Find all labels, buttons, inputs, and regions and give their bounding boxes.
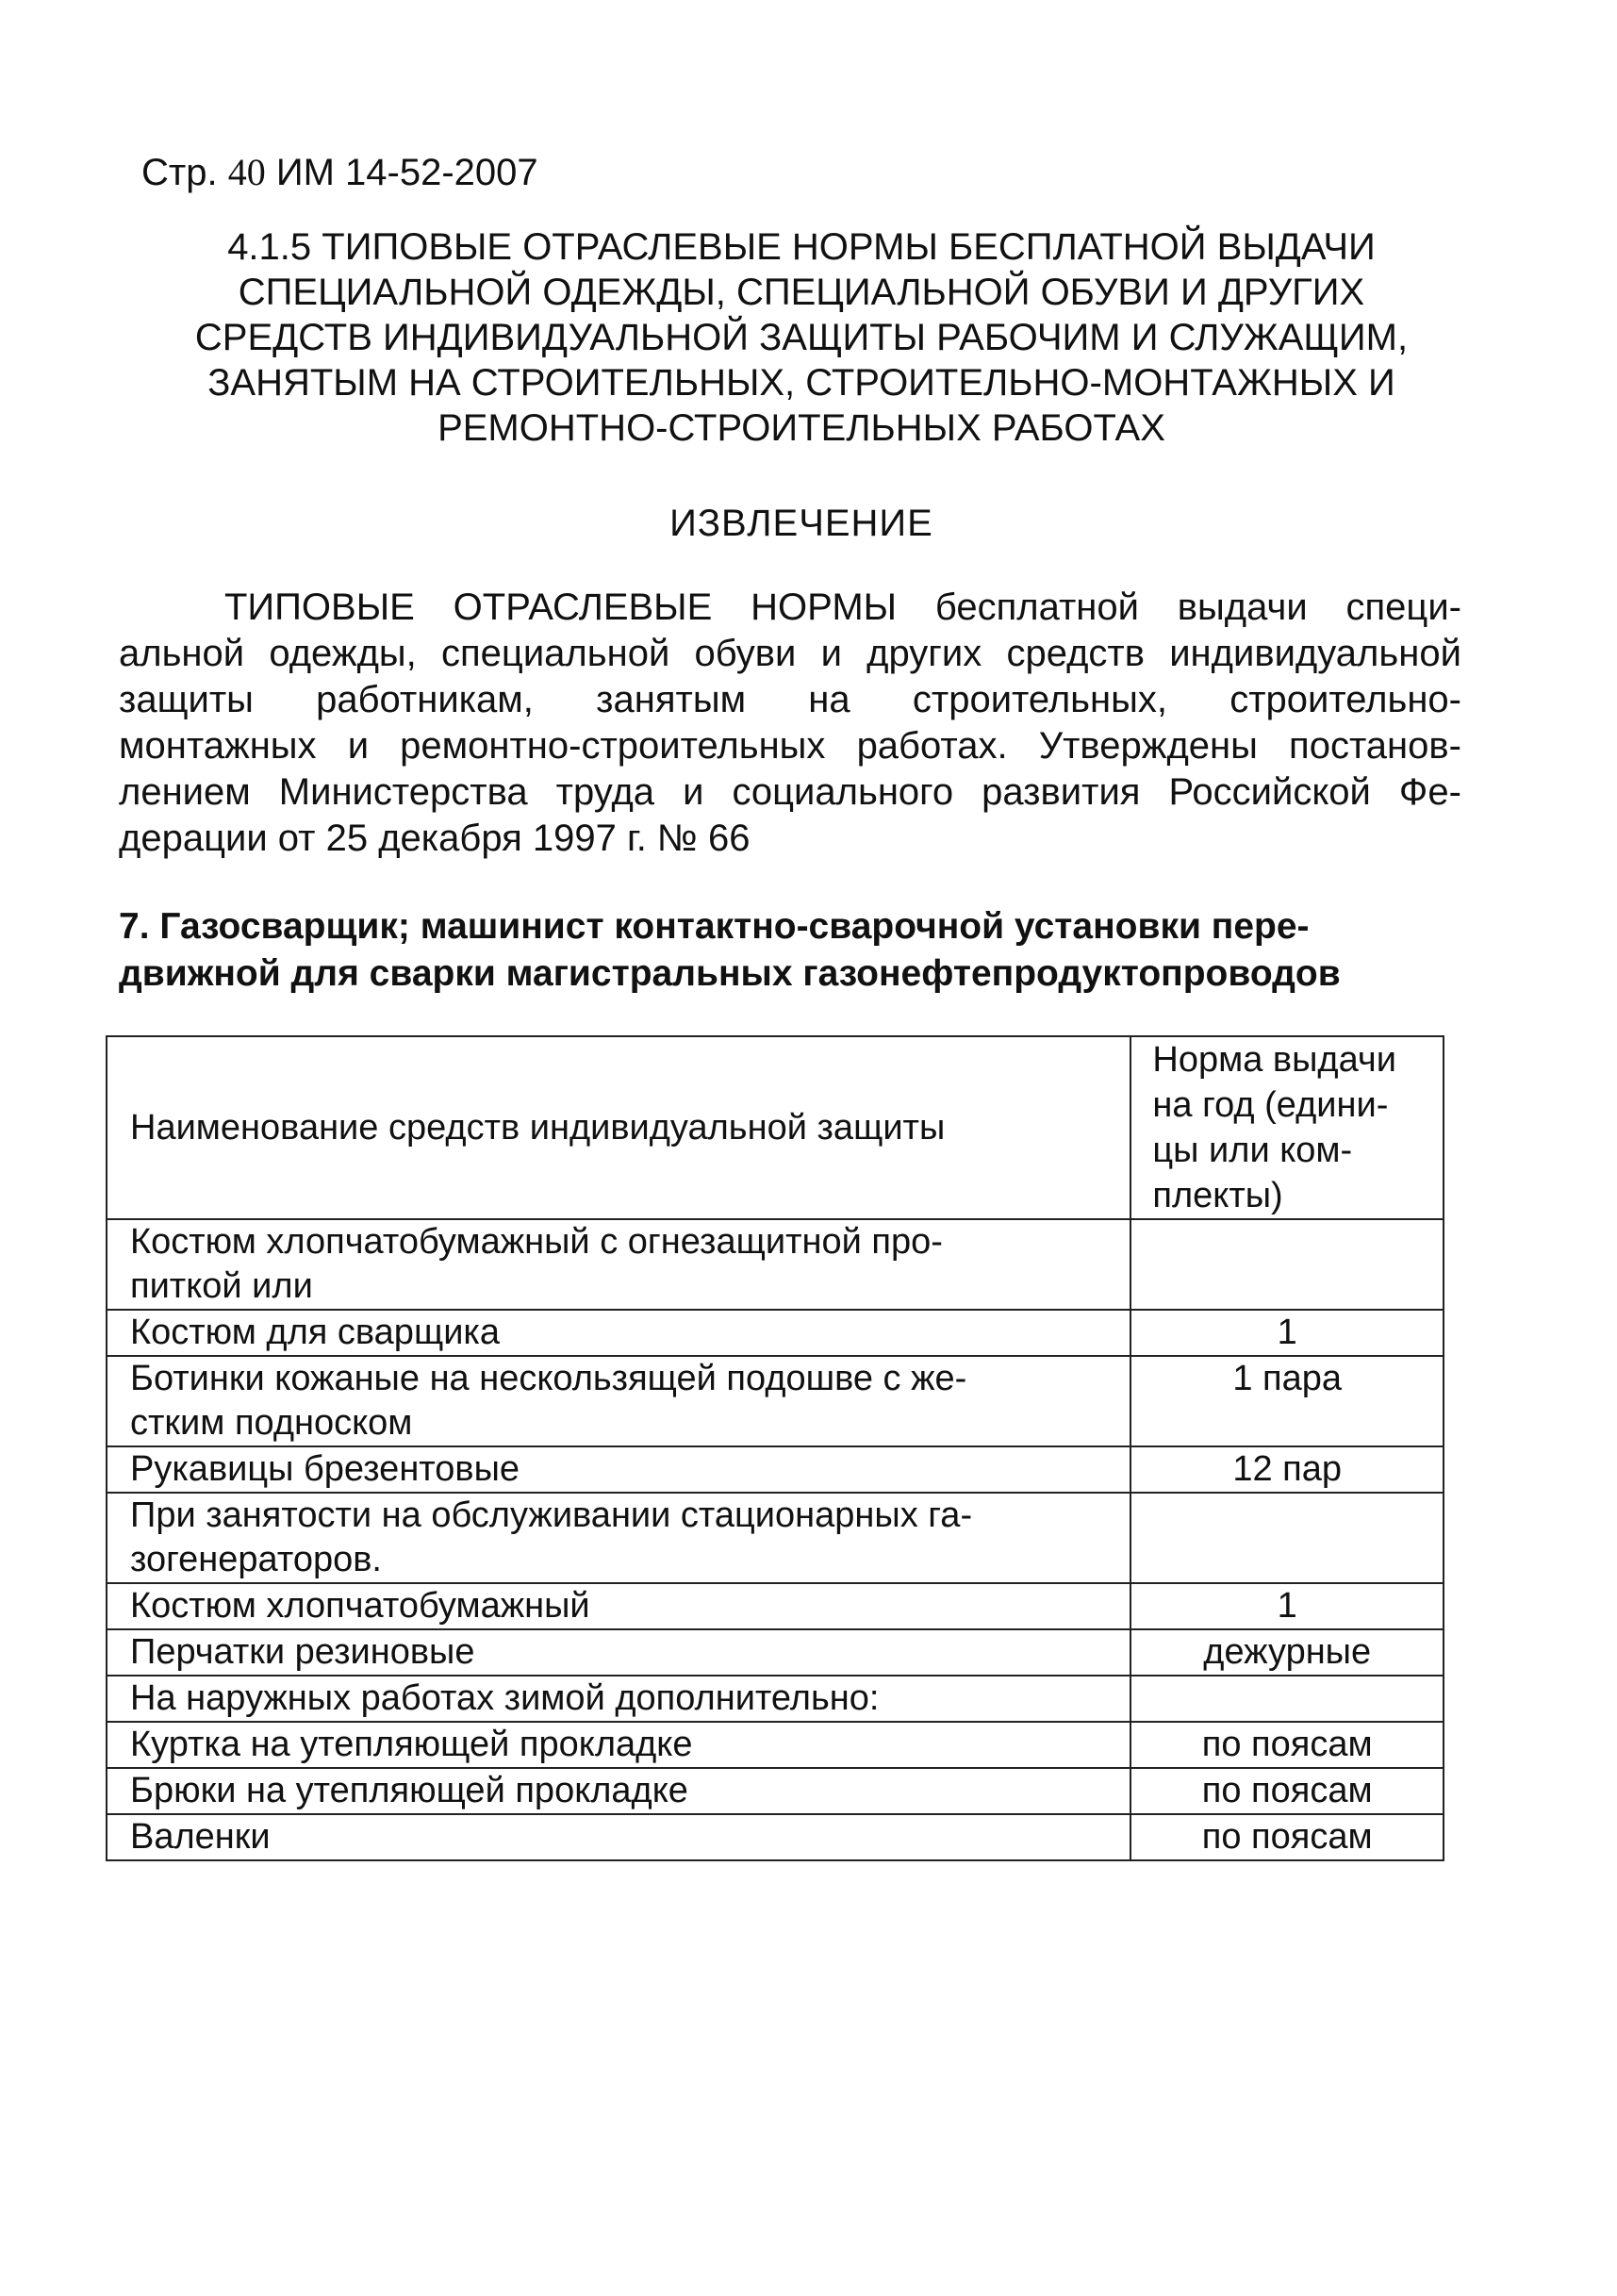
section-heading — [119, 903, 1461, 998]
item-name-cell — [107, 1676, 1130, 1722]
item-name-cell — [107, 1583, 1130, 1629]
item-qty-cell — [1130, 1219, 1444, 1310]
table-row — [107, 1310, 1444, 1356]
table-row — [107, 1219, 1444, 1310]
intro-word: ОТРАСЛЕВЫЕ — [453, 586, 713, 628]
item-name-line: На наружных работах зимой дополнительно: — [130, 1678, 880, 1718]
intro-word: защиты — [119, 679, 254, 720]
table-row — [107, 1446, 1444, 1493]
intro-word: Утверждены — [1038, 725, 1258, 767]
item-name-cell — [107, 1446, 1130, 1493]
item-name-line: Костюм хлопчатобумажный с огнезащитной про- — [130, 1222, 943, 1262]
intro-line — [119, 816, 1461, 862]
title-line: СПЕЦИАЛЬНОЙ ОДЕЖДЫ, СПЕЦИАЛЬНОЙ ОБУВИ И ДРУГИХ — [238, 272, 1365, 313]
table-row — [107, 1768, 1444, 1814]
intro-line — [119, 723, 1461, 769]
intro-word: выдачи — [1177, 586, 1308, 628]
intro-word: лением — [119, 771, 251, 813]
item-name-line: При занятости на обслуживании стационарных га- — [130, 1495, 973, 1535]
item-qty-cell: 1 — [1130, 1583, 1444, 1629]
item-name-line: Куртка на утепляющей прокладке — [130, 1725, 693, 1764]
norms-table — [106, 1035, 1444, 1861]
intro-word: работникам, — [316, 679, 534, 720]
header-qty-line: цы или ком- — [1152, 1131, 1353, 1170]
intro-word: специальной — [441, 633, 670, 674]
section-heading-line: 7. Газосварщик; машинист контактно-сварочной установки пере- — [119, 906, 1310, 947]
table-row — [107, 1493, 1444, 1583]
intro-word: индивидуальной — [1169, 633, 1461, 674]
title-line: ЗАНЯТЫМ НА СТРОИТЕЛЬНЫХ, СТРОИТЕЛЬНО-МОНТАЖНЫХ И — [207, 362, 1395, 404]
item-qty-cell: по поясам — [1130, 1768, 1444, 1814]
intro-word: Фе- — [1398, 771, 1461, 813]
item-qty-cell — [1130, 1493, 1444, 1583]
intro-word: обуви — [694, 633, 797, 674]
header-name-cell: Наименование средств индивидуальной защиты — [107, 1036, 1130, 1219]
item-name-cell — [107, 1814, 1130, 1860]
intro-word: на — [808, 679, 850, 720]
item-name-cell — [107, 1219, 1130, 1310]
intro-word: и — [347, 725, 370, 767]
header-qty-line: Норма выдачи — [1152, 1040, 1396, 1080]
item-qty-cell: 1 — [1130, 1310, 1444, 1356]
intro-word: развития — [982, 771, 1141, 813]
item-qty-cell: 12 пар — [1130, 1446, 1444, 1493]
intro-word: строительных, — [912, 679, 1167, 720]
page-header — [141, 149, 538, 196]
table-row — [107, 1814, 1444, 1860]
item-qty-cell: 1 пара — [1130, 1356, 1444, 1446]
table-row — [107, 1676, 1444, 1722]
page-prefix: Стр. — [141, 152, 218, 193]
intro-word: ТИПОВЫЕ — [224, 586, 415, 628]
intro-word: монтажных — [119, 725, 317, 767]
intro-word: труда — [555, 771, 655, 813]
intro-word: бесплатной — [934, 586, 1139, 628]
table-row — [107, 1356, 1444, 1446]
item-name-line: Костюм для сварщика — [130, 1313, 501, 1352]
item-name-cell — [107, 1310, 1130, 1356]
intro-word: других — [866, 633, 982, 674]
document-title — [141, 224, 1461, 451]
item-name-line: Рукавицы брезентовые — [130, 1449, 520, 1489]
intro-word: НОРМЫ — [751, 586, 898, 628]
intro-word: средств — [1006, 633, 1145, 674]
item-name-line: Валенки — [130, 1817, 271, 1857]
intro-word: строительно- — [1229, 679, 1461, 720]
header-qty-line: на год (едини- — [1152, 1085, 1389, 1125]
header-qty-line: плекты) — [1152, 1176, 1283, 1215]
intro-word: работах. — [856, 725, 1008, 767]
item-name-cell — [107, 1768, 1130, 1814]
item-name-cell — [107, 1356, 1130, 1446]
item-name-line: Костюм хлопчатобумажный — [130, 1586, 590, 1626]
item-name-line: зогенераторов. — [130, 1540, 382, 1579]
item-qty-cell: по поясам — [1130, 1722, 1444, 1768]
intro-word: занятым — [596, 679, 747, 720]
intro-word: ремонтно-строительных — [400, 725, 826, 767]
intro-word: постанов- — [1289, 725, 1461, 767]
table-row — [107, 1629, 1444, 1676]
intro-word: социального — [732, 771, 954, 813]
item-name-cell — [107, 1629, 1130, 1676]
item-name-cell — [107, 1493, 1130, 1583]
table-row — [107, 1722, 1444, 1768]
intro-word: специ- — [1345, 586, 1461, 628]
title-line: СРЕДСТВ ИНДИВИДУАЛЬНОЙ ЗАЩИТЫ РАБОЧИМ И СЛУЖАЩИМ, — [194, 317, 1409, 358]
item-name-cell — [107, 1722, 1130, 1768]
table-row — [107, 1583, 1444, 1629]
intro-line — [119, 585, 1461, 631]
intro-line — [119, 677, 1461, 723]
intro-word: и — [820, 633, 842, 674]
item-name-line: Перчатки резиновые — [130, 1632, 475, 1672]
intro-line — [119, 631, 1461, 677]
item-name-line: питкой или — [130, 1266, 313, 1306]
document-code: ИМ 14-52-2007 — [275, 152, 538, 193]
title-line: 4.1.5 ТИПОВЫЕ ОТРАСЛЕВЫЕ НОРМЫ БЕСПЛАТНОЙ ВЫДАЧИ — [227, 226, 1376, 268]
item-qty-cell: по поясам — [1130, 1814, 1444, 1860]
section-heading-line: движной для сварки магистральных газонефтепродуктопроводов — [119, 953, 1341, 994]
intro-word: одежды, — [269, 633, 417, 674]
table-header-row — [107, 1036, 1444, 1219]
intro-word: Министерства — [278, 771, 528, 813]
item-qty-cell: дежурные — [1130, 1629, 1444, 1676]
header-qty-cell — [1130, 1036, 1444, 1219]
item-name-line: Ботинки кожаные на нескользящей подошве с же- — [130, 1359, 967, 1398]
intro-word: альной — [119, 633, 245, 674]
title-line: РЕМОНТНО-СТРОИТЕЛЬНЫХ РАБОТАХ — [437, 407, 1165, 449]
item-name-line: стким подноском — [130, 1403, 413, 1443]
item-name-line: Брюки на утепляющей прокладке — [130, 1771, 688, 1810]
intro-paragraph — [119, 585, 1461, 862]
page-number: 40 — [227, 151, 266, 193]
intro-word: Российской — [1168, 771, 1371, 813]
intro-word: и — [683, 771, 704, 813]
item-qty-cell — [1130, 1676, 1444, 1722]
intro-word: дерации от 25 декабря 1997 г. № 66 — [119, 818, 751, 859]
extract-heading: ИЗВЛЕЧЕНИЕ — [669, 503, 933, 544]
intro-line — [119, 769, 1461, 816]
